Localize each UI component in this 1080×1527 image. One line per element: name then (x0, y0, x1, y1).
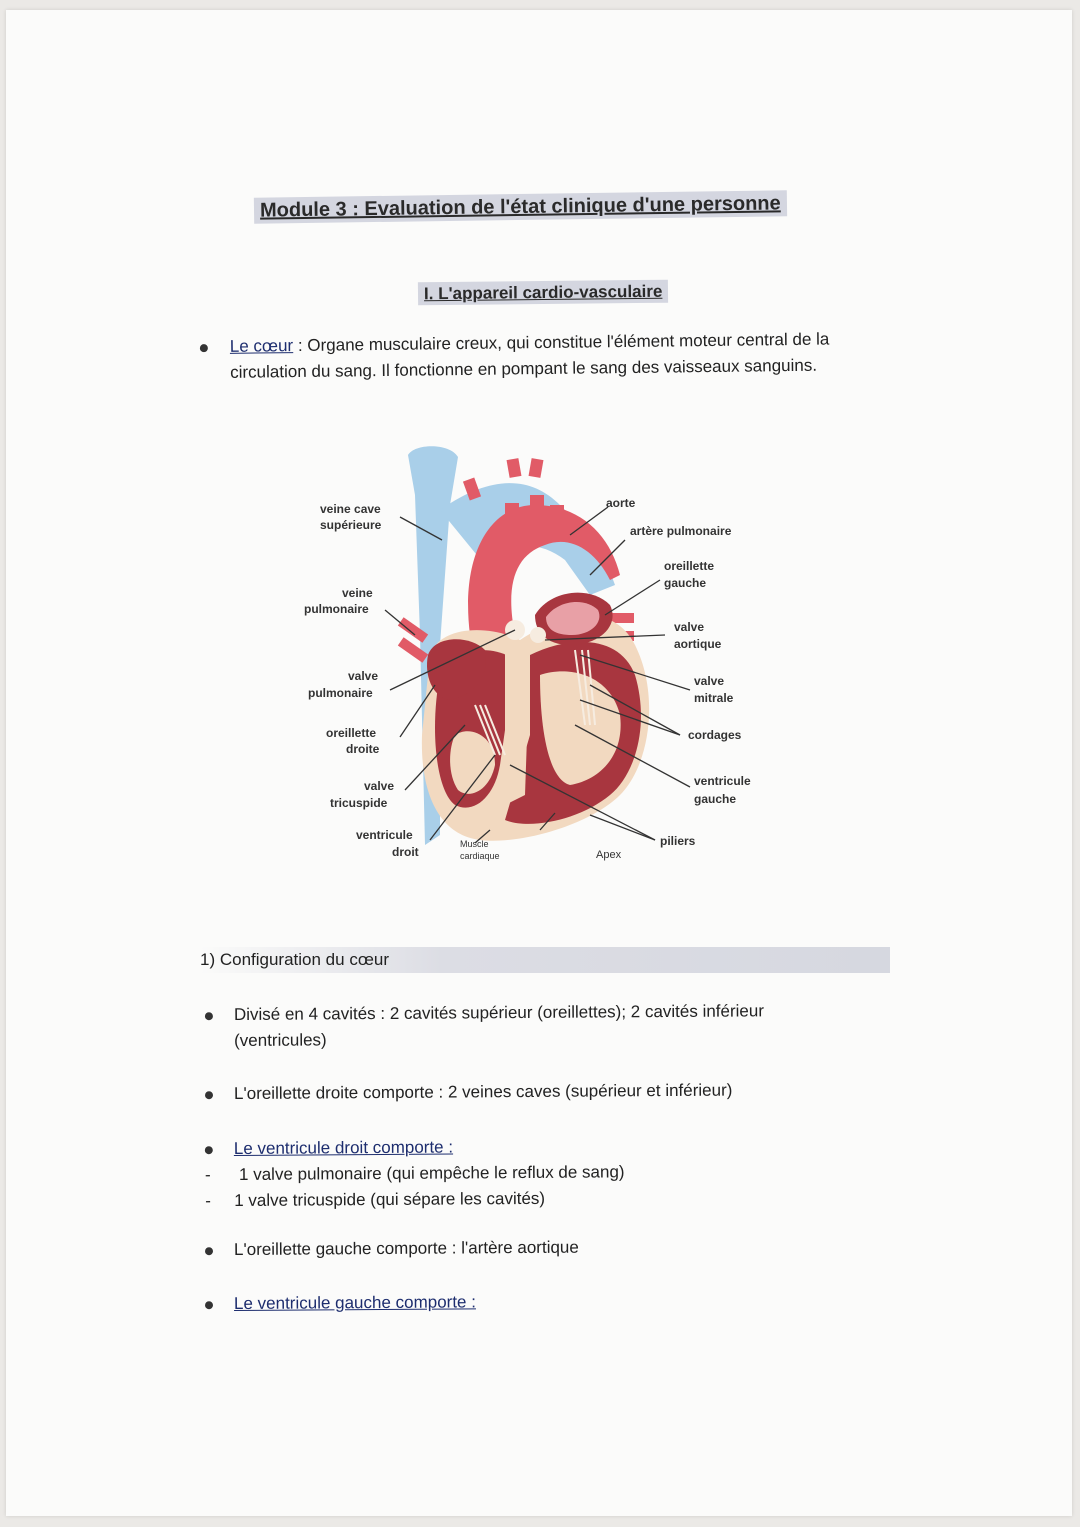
label-veine-cave: supérieure (320, 518, 382, 532)
label-ventricule-droit: ventricule (356, 828, 413, 842)
sub-item: - 1 valve pulmonaire (qui empêche le reflux de sang) (204, 1162, 625, 1185)
label-oreillette-gauche: oreillette (664, 559, 715, 573)
item-oreillette-gauche: L'oreillette gauche comporte : l'artère aortique (205, 1233, 845, 1263)
vessel-branch (529, 458, 544, 478)
bullet (205, 1091, 213, 1099)
bullet (200, 344, 208, 352)
sub-item: - 1 valve tricuspide (qui sépare les cavités) (205, 1188, 546, 1211)
label-artere-pulmonaire: artère pulmonaire (630, 524, 732, 538)
aorta-branch (530, 495, 544, 525)
label-muscle: cardiaque (460, 851, 500, 861)
label-aorte: aorte (606, 496, 636, 510)
item-ventricule-gauche: Le ventricule gauche comporte : (205, 1287, 845, 1317)
label-veine-pulmonaire: pulmonaire (304, 602, 369, 616)
heart-definition-text: : Organe musculaire creux, qui constitue l'élément moteur central de la circulation du sang. Il fonctionne en pompant le sang des vaisseaux sanguins. (230, 329, 830, 382)
aorta-branch (505, 503, 519, 533)
label-piliers: piliers (660, 834, 696, 848)
label-valve-aortique: aortique (674, 637, 722, 651)
label-apex: Apex (596, 849, 622, 861)
item-ventricule-droit: Le ventricule droit comporte : - 1 valve pulmonaire (qui empêche le reflux de sang) - 1 valve tricuspide (qui sépare les cavités) (205, 1132, 846, 1214)
aortic-valve (530, 627, 546, 643)
label-veine-cave: veine cave (320, 502, 381, 516)
label-oreillette-droite: oreillette (326, 726, 377, 740)
label-cordages: cordages (688, 728, 742, 742)
label-valve-mitrale: valve (694, 674, 725, 688)
section-configuration: 1) Configuration du cœur (200, 947, 890, 973)
label-ventricule-gauche: ventricule (694, 774, 751, 788)
label-ventricule-gauche: gauche (694, 792, 737, 806)
bullet (205, 1146, 213, 1154)
chapter-subtitle: I. L'appareil cardio-vasculaire (418, 282, 669, 305)
label-oreillette-droite: droite (346, 742, 380, 756)
label-muscle: Muscle (460, 839, 489, 849)
item-oreillette-droite: L'oreillette droite comporte : 2 veines caves (supérieur et inférieur) (205, 1077, 845, 1107)
heart-term: Le cœur (229, 336, 294, 356)
label-ventricule-droit: droit (392, 845, 419, 859)
label-valve-tricuspide: tricuspide (330, 796, 388, 810)
item-cavites: Divisé en 4 cavités : 2 cavités supérieur (oreillettes); 2 cavités inférieur (ventricules) (205, 998, 845, 1054)
aorta-branch (550, 505, 564, 533)
label-veine-pulmonaire: veine (342, 586, 373, 600)
label-valve-pulmonaire: pulmonaire (308, 686, 373, 700)
label-valve-pulmonaire: valve (348, 669, 379, 683)
label-valve-tricuspide: valve (364, 779, 395, 793)
module-title: Module 3 : Evaluation de l'état clinique d'une personne (254, 192, 787, 222)
label-valve-mitrale: mitrale (694, 691, 734, 705)
bullet (205, 1247, 213, 1255)
heart-diagram (290, 435, 770, 875)
label-valve-aortique: valve (674, 620, 705, 634)
heart-definition (200, 326, 891, 386)
bullet (205, 1012, 213, 1020)
bullet (205, 1301, 213, 1309)
label-oreillette-gauche: gauche (664, 576, 707, 590)
vessel-branch (507, 458, 522, 478)
